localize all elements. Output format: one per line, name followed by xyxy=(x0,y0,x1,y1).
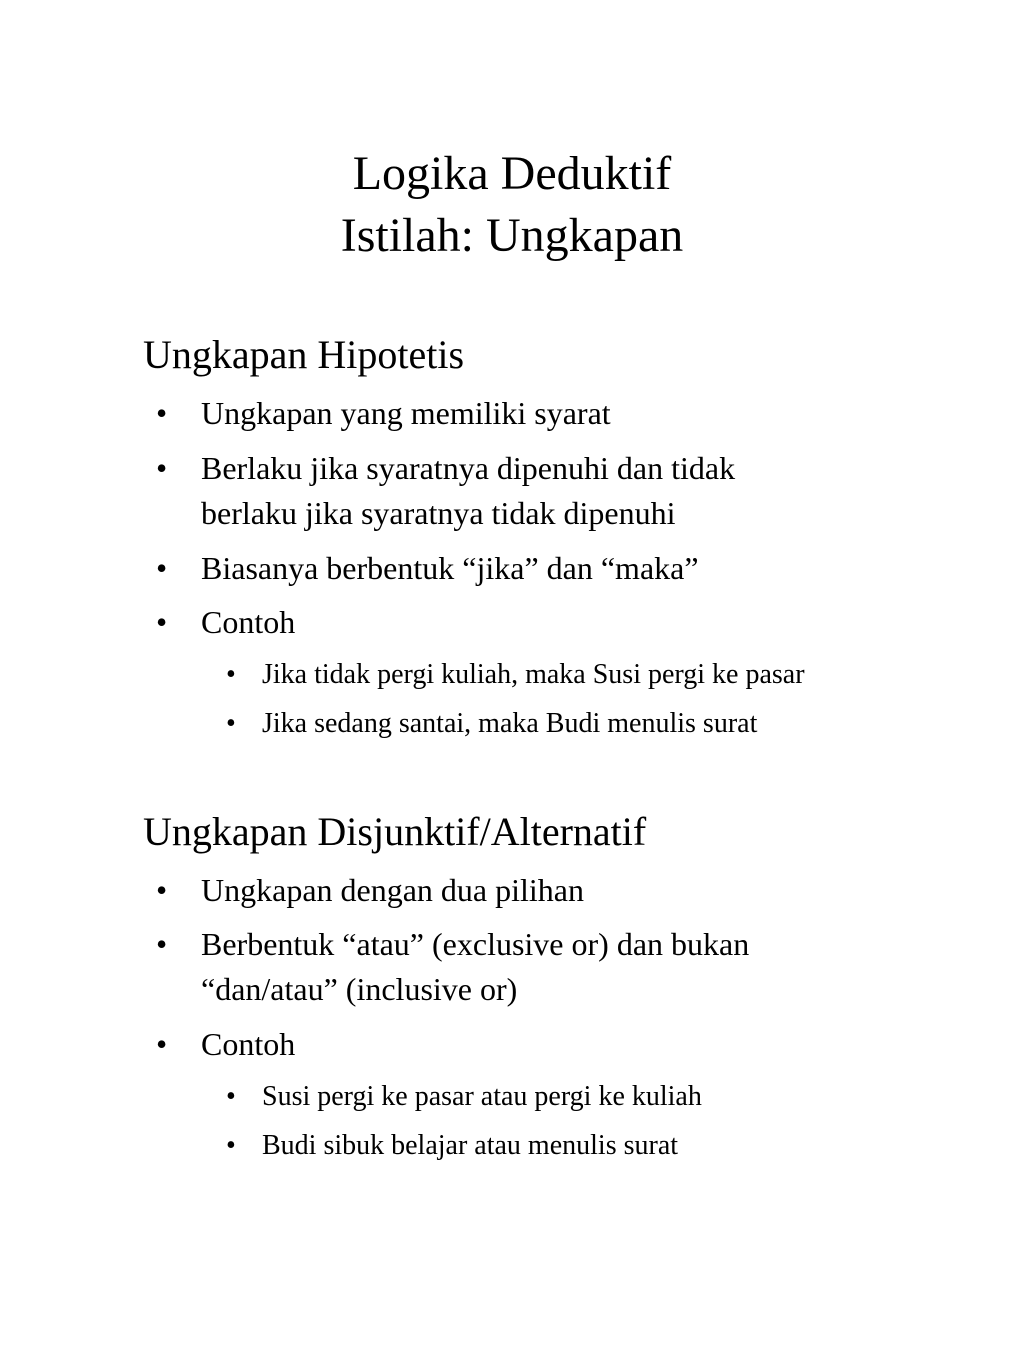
bullet-icon: • xyxy=(226,1081,236,1112)
bullet-item xyxy=(156,868,584,913)
bullet-icon: • xyxy=(156,872,168,908)
bullet-item xyxy=(156,546,699,591)
bullet-icon: • xyxy=(226,659,236,690)
bullet-icon: • xyxy=(156,395,168,431)
bullet-icon: • xyxy=(226,1130,236,1161)
slide-title xyxy=(0,143,1024,267)
sub-bullet-item xyxy=(226,1077,702,1117)
bullet-icon: • xyxy=(226,708,236,739)
bullet-text: Contoh xyxy=(201,604,296,640)
bullet-icon: • xyxy=(156,926,168,962)
sub-bullet-text: Jika tidak pergi kuliah, maka Susi pergi ke pasar xyxy=(262,659,805,690)
bullet-text: “dan/atau” (inclusive or) xyxy=(201,971,518,1007)
sub-bullet-item xyxy=(226,655,805,695)
bullet-text: Biasanya berbentuk “jika” dan “maka” xyxy=(201,550,699,586)
bullet-item xyxy=(156,391,611,436)
bullet-icon: • xyxy=(156,604,168,640)
sub-bullet-text: Susi pergi ke pasar atau pergi ke kuliah xyxy=(262,1081,702,1112)
bullet-text: Berlaku jika syaratnya dipenuhi dan tidak xyxy=(201,450,736,486)
bullet-item xyxy=(156,446,736,536)
title-line-1: Logika Deduktif xyxy=(352,147,672,200)
bullet-text: Berbentuk “atau” (exclusive or) dan bukan xyxy=(201,926,750,962)
sub-bullet-item xyxy=(226,704,758,744)
sub-bullet-text: Budi sibuk belajar atau menulis surat xyxy=(262,1130,679,1161)
bullet-item xyxy=(156,1022,296,1067)
bullet-item xyxy=(156,922,750,1012)
bullet-text: Ungkapan dengan dua pilihan xyxy=(201,872,584,908)
bullet-icon: • xyxy=(156,550,168,586)
section-heading-disjunktif: Ungkapan Disjunktif/Alternatif xyxy=(143,809,647,854)
bullet-item xyxy=(156,600,296,645)
section-heading-hipotetis: Ungkapan Hipotetis xyxy=(143,332,465,377)
sub-bullet-item xyxy=(226,1126,679,1166)
bullet-text: Ungkapan yang memiliki syarat xyxy=(201,395,611,431)
bullet-text: Contoh xyxy=(201,1026,296,1062)
sub-bullet-text: Jika sedang santai, maka Budi menulis surat xyxy=(262,708,758,739)
bullet-icon: • xyxy=(156,1026,168,1062)
bullet-text: berlaku jika syaratnya tidak dipenuhi xyxy=(201,495,676,531)
bullet-icon: • xyxy=(156,450,168,486)
title-line-2: Istilah: Ungkapan xyxy=(340,209,684,262)
